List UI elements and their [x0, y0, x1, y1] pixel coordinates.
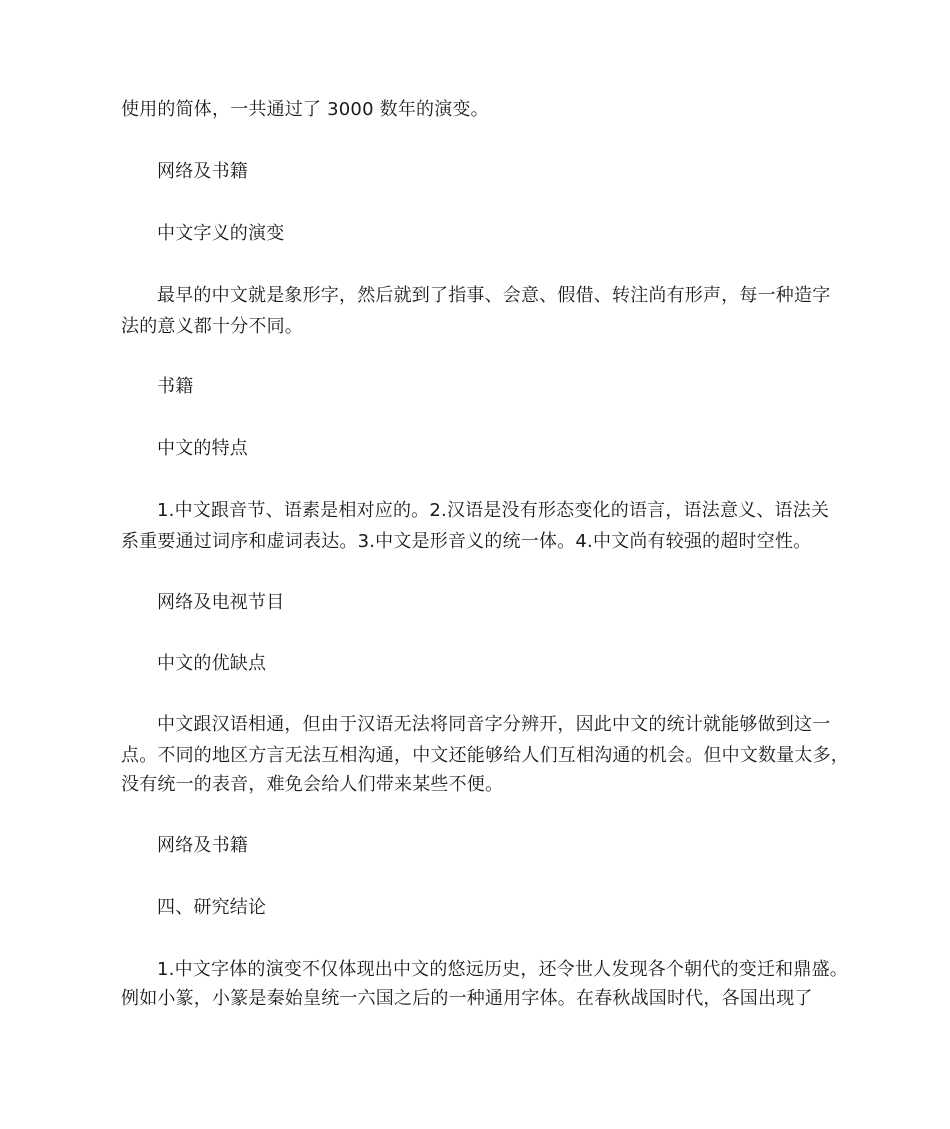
paragraph-line: 系重要通过词序和虚词表达。3.中文是形音义的统一体。4.中文尚有较强的超时空性。: [121, 531, 812, 552]
paragraph-line: 没有统一的表音，难免会给人们带来某些不便。: [121, 774, 504, 795]
paragraph-line: 例如小篆，小篆是秦始皇统一六国之后的一种通用字体。在春秋战国时代，各国出现了: [121, 988, 813, 1009]
source-note: 网络及书籍: [157, 161, 248, 182]
paragraph-line: 使用的简体，一共通过了 3000 数年的演变。: [121, 99, 489, 120]
source-note: 网络及书籍: [157, 835, 248, 856]
paragraph-line: 法的意义都十分不同。: [121, 316, 303, 337]
section-heading: 中文的特点: [157, 438, 248, 459]
paragraph-line: 最早的中文就是象形字，然后就到了指事、会意、假借、转注尚有形声，每一种造字: [157, 285, 831, 306]
section-heading: 中文字义的演变: [157, 223, 285, 244]
paragraph-line: 中文跟汉语相通，但由于汉语无法将同音字分辨开，因此中文的统计就能够做到这一: [157, 714, 831, 735]
section-heading: 中文的优缺点: [157, 653, 267, 674]
paragraph-line: 1.中文跟音节、语素是相对应的。2.汉语是没有形态变化的语言，语法意义、语法关: [157, 500, 830, 521]
source-note: 网络及电视节目: [157, 592, 285, 613]
paragraph-line: 点。不同的地区方言无法互相沟通，中文还能够给人们互相沟通的机会。但中文数量太多，: [121, 745, 849, 766]
paragraph-line: 1.中文字体的演变不仅体现出中文的悠远历史，还令世人发现各个朝代的变迁和鼎盛。: [157, 959, 848, 980]
source-note: 书籍: [157, 376, 194, 397]
section-heading: 四、研究结论: [157, 897, 267, 918]
